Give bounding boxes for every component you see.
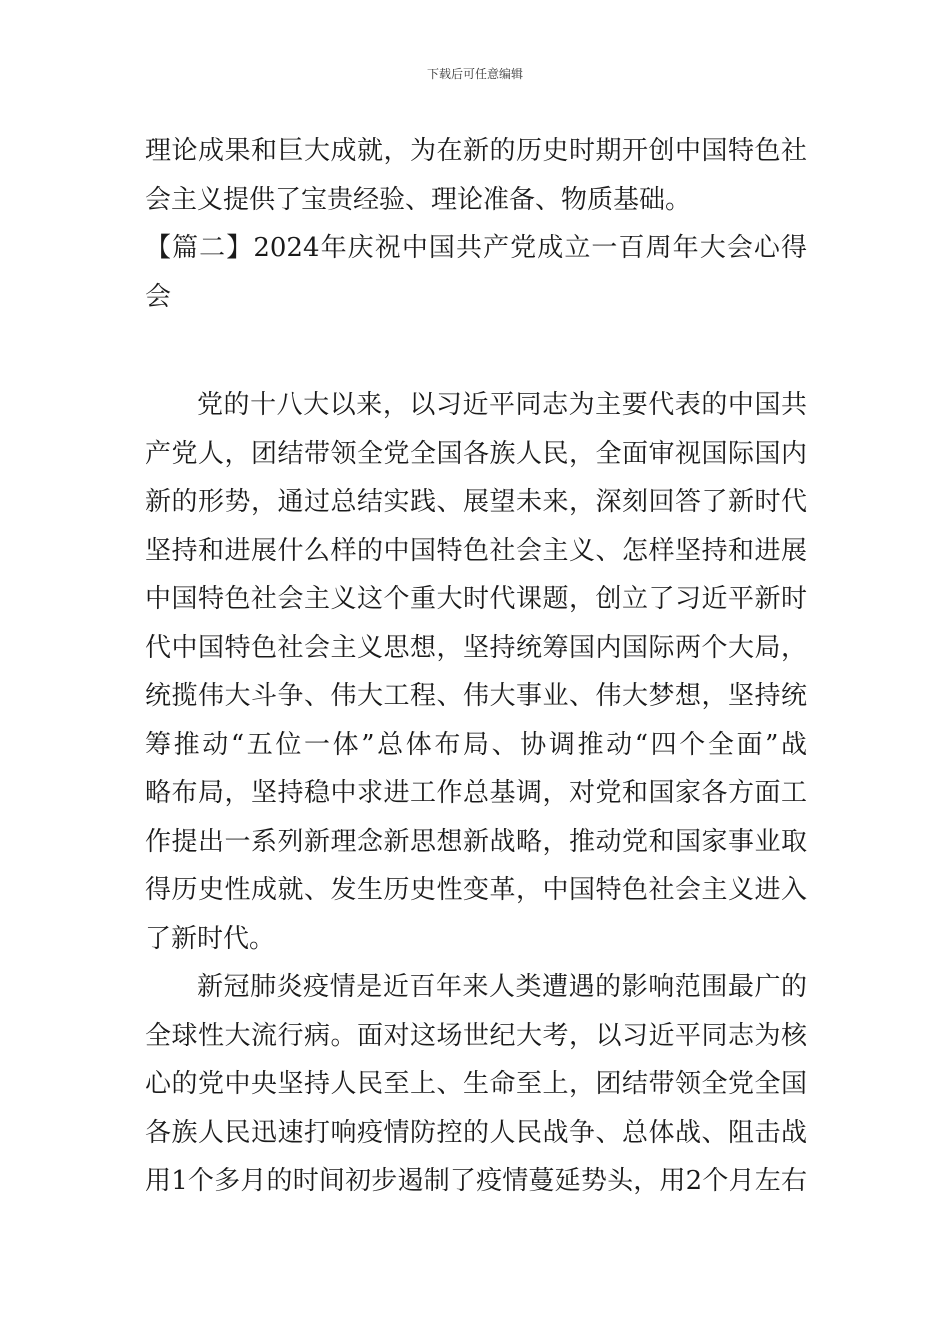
text-line: 会主义提供了宝贵经验、理论准备、物质基础。 (145, 184, 692, 215)
text-line: 产党人，团结带领全党全国各族人民，全面审视国际国内 (145, 438, 807, 469)
text-line: 统揽伟大斗争、伟大工程、伟大事业、伟大梦想，坚持统 (145, 681, 807, 711)
section-title-line: 会 (145, 281, 172, 312)
section-title-line: 【篇二】2024年庆祝中国共产党成立一百周年大会心得 (145, 233, 807, 263)
text-line: 中国特色社会主义这个重大时代课题，创立了习近平新时 (145, 584, 807, 614)
text-line: 筹推动“五位一体”总体布局、协调推动“四个全面”战 (145, 729, 807, 760)
text-line: 坚持和进展什么样的中国特色社会主义、怎样坚持和进展 (145, 535, 807, 566)
page-header-note: 下载后可任意编辑 (426, 67, 523, 81)
text-line: 新的形势，通过总结实践、展望未来，深刻回答了新时代 (145, 487, 807, 517)
text-line: 略布局，坚持稳中求进工作总基调，对党和国家各方面工 (145, 778, 807, 808)
text-line: 代中国特色社会主义思想，坚持统筹国内国际两个大局， (145, 632, 807, 663)
text-line: 用1个多月的时间初步遏制了疫情蔓延势头，用2个月左右 (145, 1166, 807, 1196)
text-line: 全球性大流行病。面对这场世纪大考，以习近平同志为核 (145, 1020, 807, 1051)
text-line: 作提出一系列新理念新思想新战略，推动党和国家事业取 (145, 826, 807, 857)
text-line: 各族人民迅速打响疫情防控的人民战争、总体战、阻击战 (145, 1117, 807, 1148)
text-line: 得历史性成就、发生历史性变革，中国特色社会主义进入 (145, 875, 807, 905)
paragraph-first-line: 新冠肺炎疫情是近百年来人类遭遇的影响范围最广的 (197, 972, 807, 1002)
text-line: 了新时代。 (145, 923, 276, 954)
document-body (145, 127, 807, 1206)
paragraph-first-line: 党的十八大以来，以习近平同志为主要代表的中国共 (197, 390, 807, 420)
paragraph-gap (145, 321, 807, 381)
text-line: 心的党中央坚持人民至上、生命至上，团结带领全党全国 (145, 1069, 807, 1099)
text-line: 理论成果和巨大成就，为在新的历史时期开创中国特色社 (145, 136, 807, 166)
